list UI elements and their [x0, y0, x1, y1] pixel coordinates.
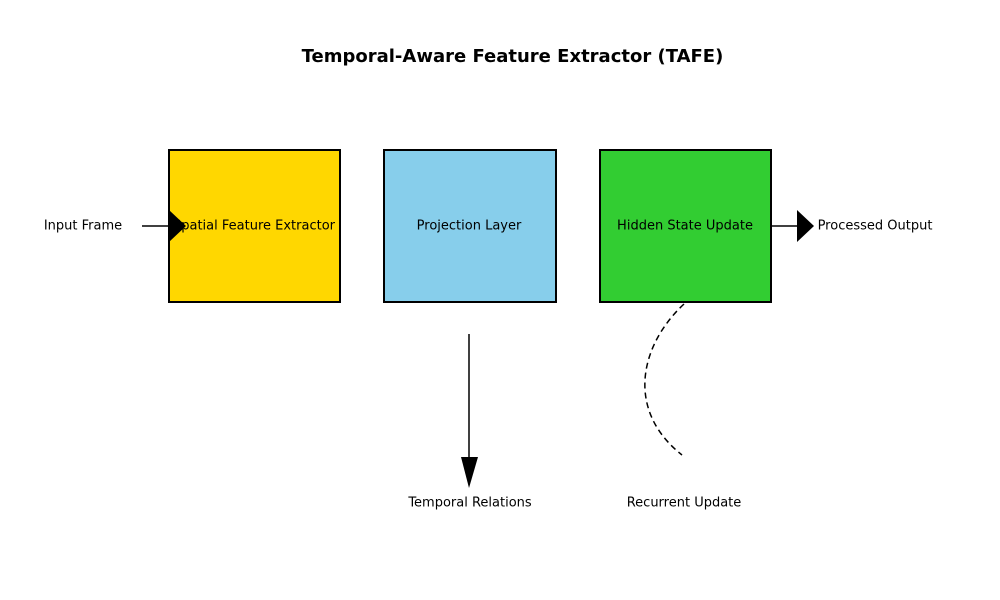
recurrent-dashed-curve — [645, 304, 684, 455]
recurrent-update-label: Recurrent Update — [626, 495, 742, 511]
input-frame-label: Input Frame — [43, 218, 123, 234]
spatial-feature-extractor-label: Spatial Feature Extractor — [172, 218, 336, 234]
output-arrowhead — [797, 210, 814, 242]
hidden-state-update-label: Hidden State Update — [617, 218, 753, 234]
temporal-relations-label: Temporal Relations — [408, 495, 532, 511]
processed-output-label: Processed Output — [817, 218, 933, 234]
projection-layer-label: Projection Layer — [416, 218, 522, 234]
temporal-arrowhead — [461, 457, 478, 488]
diagram-title: Temporal-Aware Feature Extractor (TAFE) — [301, 46, 724, 67]
